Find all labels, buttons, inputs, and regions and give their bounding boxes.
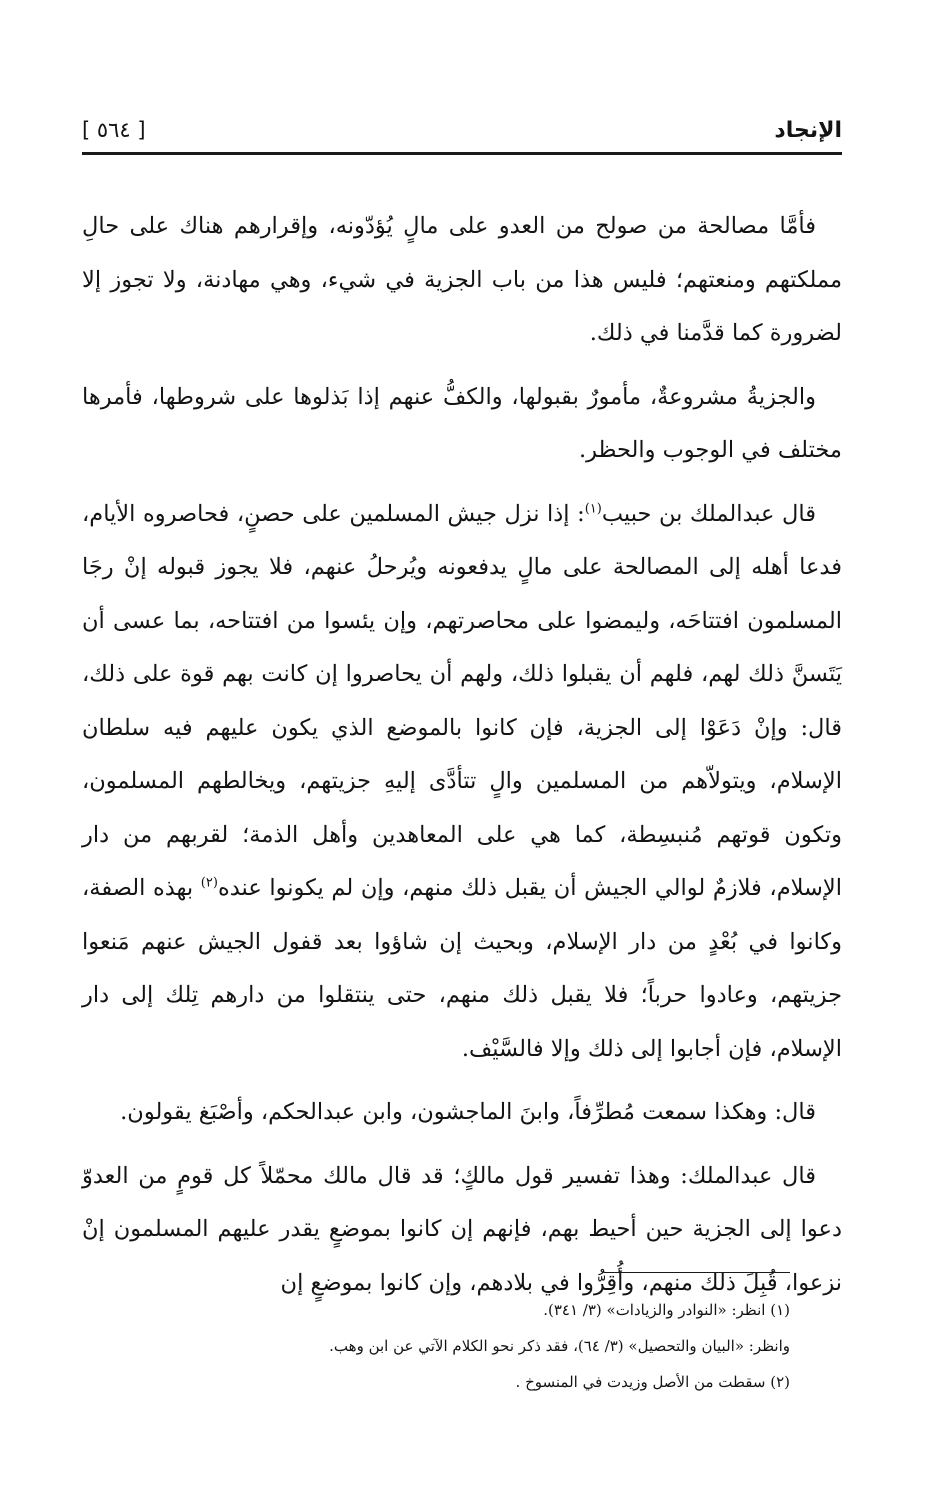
page-header [82,110,842,154]
paragraph-3-closing: بهذه الصفة، وكانوا في بُعْدٍ من دار الإسلام، وبحيث إن شاؤوا بعد قفول الجيش عنهم مَنعوا جزيتهم، وعادوا حرباً؛ فلا يقبل ذلك منهم، حتى ينتقلوا من دارهم تِلك إلى دار الإسلام، فإن أجابوا إلى ذلك وإلا فالسَّيْف. [82,875,842,1062]
footnote-ref-1: (١) [584,501,602,516]
footnote-1-continued: وانظر: «البيان والتحصيل» (٣/ ٦٤)، فقد ذكر نحو الكلام الآتي عن ابن وهب. [329,1337,790,1355]
footnotes [160,1292,790,1400]
footnote-ref-2: (٢) [200,875,218,891]
header-divider [82,152,842,155]
paragraph-2: والجزيةُ مشروعةٌ، مأمورٌ بقبولها، والكفُّ عنهم إذا بَذلوها على شروطها، فأمرها مختلف في الوجوب والحظر. [82,383,842,463]
paragraph-5: قال عبدالملك: وهذا تفسير قول مالكٍ؛ قد قال مالك محمّلاً كل قومٍ من العدوّ دعوا إلى الجزية حين أحيط بهم، فإنهم إن كانوا بموضعٍ يقدر عليهم المسلمون إنْ نزعوا، قُبِلَ ذلك منهم، وأُقِرُّوا في بلادهم، وإن كانوا بموضعٍ إن [82,1162,842,1296]
main-text [82,200,842,1320]
footnote-divider [604,1272,790,1273]
paragraph-3 [82,488,842,1077]
paragraph-4: قال: وهكذا سمعت مُطرِّفاً، وابنَ الماجشون، وابن عبدالحكم، وأصْبَغ يقولون. [120,1099,816,1125]
running-title: الإنجاد [774,118,842,143]
paragraph-1: فأمَّا مصالحة من صولح من العدو على مالٍ يُؤدّونه، وإقرارهم هناك على حالِ مملكتهم ومنعتهم؛ فليس هذا من باب الجزية في شيء، وهي مهادنة، ولا تجوز إلا لضرورة كما قدَّمنا في ذلك. [82,213,842,346]
paragraph-3-body: : إذا نزل جيش المسلمين على حصنٍ، فحاصروه الأيام، فدعا أهله إلى المصالحة على مالٍ يدفعونه ويُرحلُ عنهم، فلا يجوز قبوله إنْ رجَا المسلمون افتتاحَه، وليمضوا على محاصرتهم، وإن يئسوا من افتتاحه، بما عسى أن يَتَسنَّ ذلك لهم، فلهم أن يقبلوا ذلك، ولهم أن يحاصروا إن كانت بهم قوة على ذلك، قال: وإنْ دَعَوْا إلى الجزية، فإن كانوا بالموضع الذي يكون عليهم فيه سلطان الإسلام، ويتولاّهم من المسلمين والٍ تتأدَّى إليهِ جزيتهم، ويخالطهم المسلمون، وتكون قوتهم مُنبسِطة، كما هي على المعاهدين وأهل الذمة؛ لقربهم من دار الإسلام، فلازمٌ لوالي الجيش أن يقبل ذلك منهم، وإن لم يكونوا عنده [82,500,842,901]
paragraph-3-opening: قال عبدالملك بن حبيب [601,500,817,527]
footnote-1: (١) انظر: «النوادر والزيادات» (٣/ ٣٤١). [543,1301,790,1319]
footnote-2: (٢) سقطت من الأصل وزيدت في المنسوخ . [515,1373,790,1391]
page-number: [ ٥٦٤ ] [82,118,146,142]
